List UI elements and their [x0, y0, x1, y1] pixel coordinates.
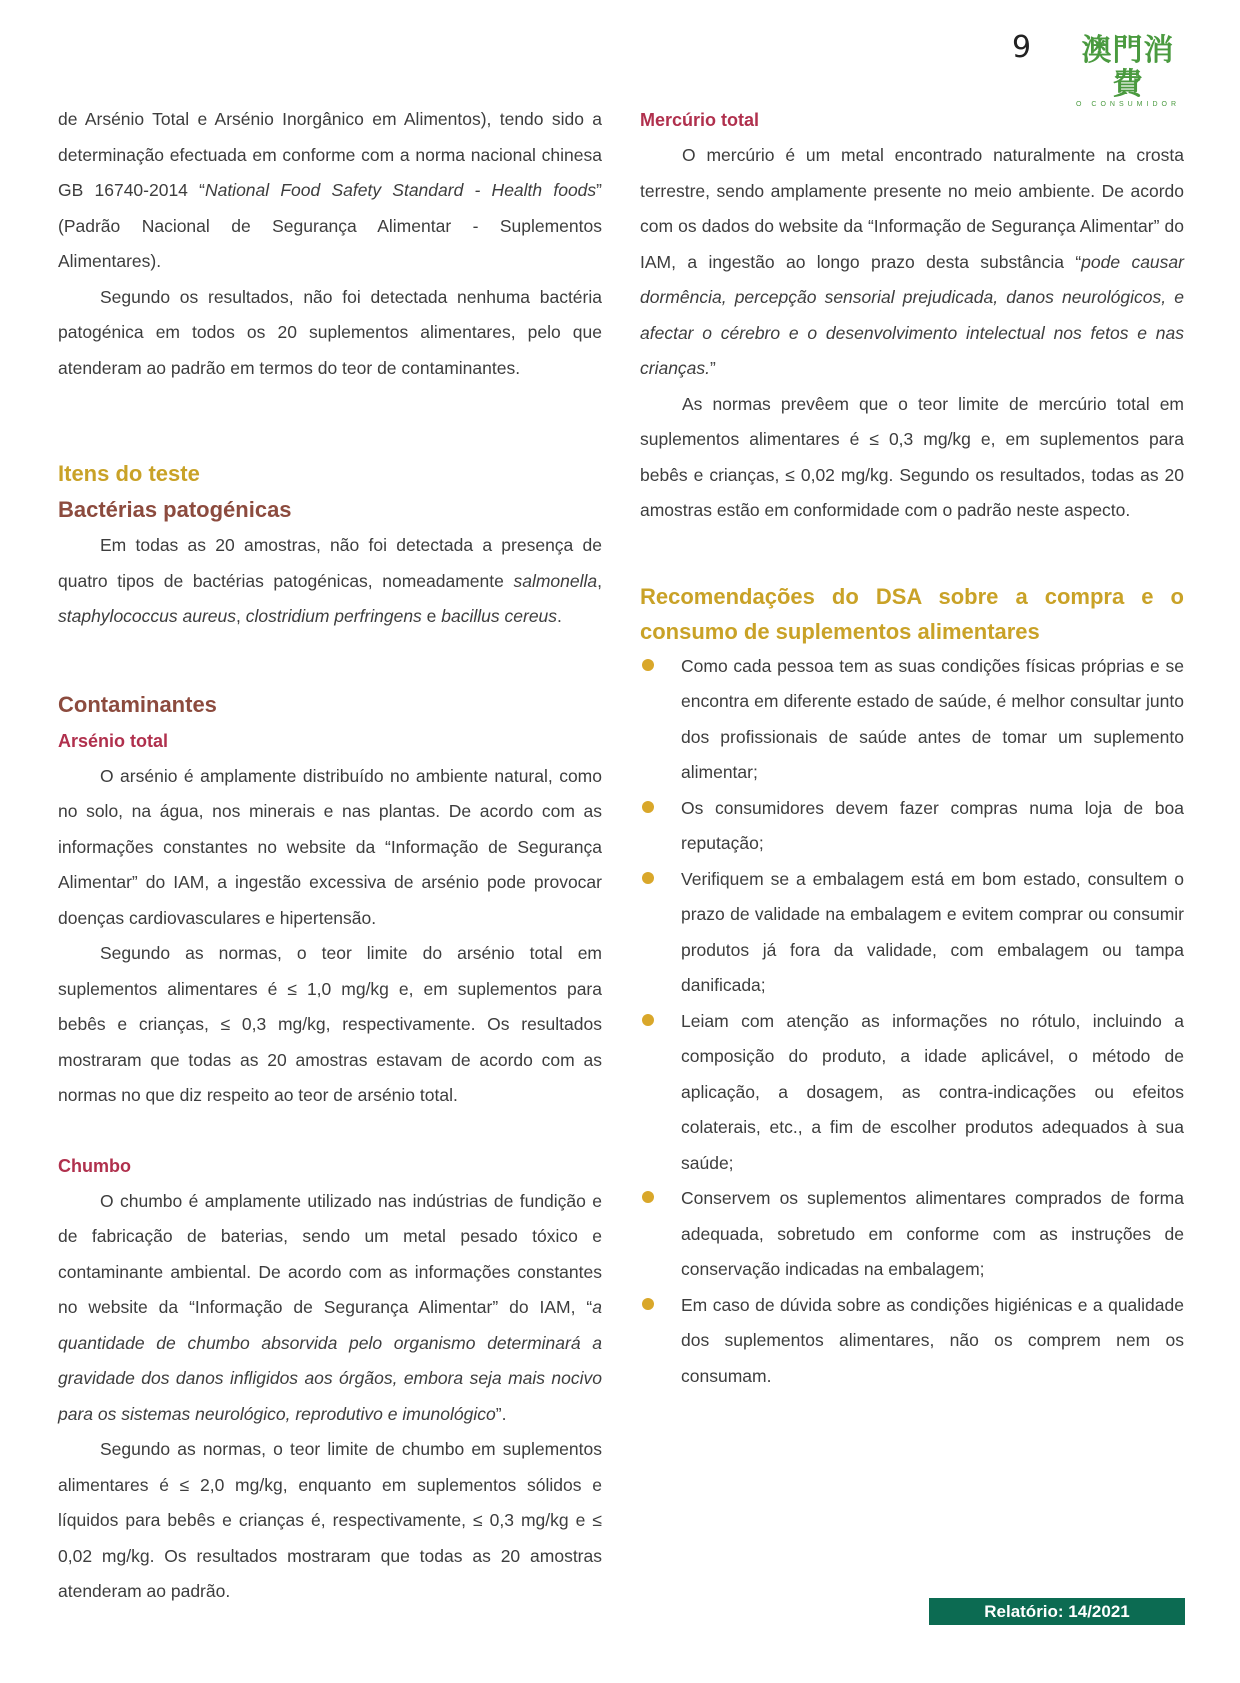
list-item: [640, 791, 1184, 862]
section-heading-recomendacoes: Recomendações do DSA sobre a compra e o consumo de suplementos alimentares: [640, 583, 1184, 644]
section-heading-itens: Itens do teste: [58, 461, 200, 486]
list-item-text: Em caso de dúvida sobre as condições higiénicas e a qualidade dos suplementos alimentares, não os comprem nem os consumam.: [681, 1294, 1184, 1386]
logo: [1070, 34, 1186, 108]
logo-cjk: 澳門消費: [1081, 33, 1175, 102]
bullet-icon: [642, 872, 654, 884]
list-item-text: Os consumidores devem fazer compras numa loja de boa reputação;: [681, 797, 1184, 853]
paragraph: Segundo as normas, o teor limite de chumbo em suplementos alimentares é ≤ 2,0 mg/kg, enquanto em suplementos sólidos e líquidos para bebês e crianças é, respectivamente, ≤ 0,3 mg/kg e ≤ 0,02 mg/kg. Os resultados mostraram que todas as 20 amostras atenderam ao padrão.: [58, 1439, 602, 1601]
list-item: [640, 1181, 1184, 1288]
paragraph: O arsénio é amplamente distribuído no ambiente natural, como no solo, na água, nos minerais e nas plantas. De acordo com as informações constantes no website da “Informação de Segurança Alimentar” do IAM, a ingestão excessiva de arsénio pode provocar doenças cardiovasculares e hipertensão.: [58, 765, 602, 928]
bullet-icon: [642, 1191, 654, 1203]
paragraph: Segundo as normas, o teor limite do arsénio total em suplementos alimentares é ≤ 1,0 mg/kg e, em suplementos para bebês e crianças, ≤ 0,3 mg/kg, respectivamente. Os resultados mostraram que todas as 20 amostras estavam de acordo com as normas no que diz respeito ao teor de arsénio total.: [58, 943, 602, 1105]
recommendations-list: [640, 649, 1184, 1395]
logo-subtitle: O CONSUMIDOR: [1076, 101, 1180, 108]
bullet-icon: [642, 659, 654, 671]
list-item-text: Como cada pessoa tem as suas condições físicas próprias e se encontra em diferente estado de saúde, é melhor consultar junto dos profissionais de saúde antes de tomar um suplemento alimentar;: [681, 655, 1184, 782]
paragraph: O mercúrio é um metal encontrado naturalmente na crosta terrestre, sendo amplamente presente no meio ambiente. De acordo com os dados do website da “Informação de Segurança Alimentar” do IAM, a ingestão ao longo prazo desta substância “pode causar dormência, percepção sensorial prejudicada, danos neurológicos, e afectar o cérebro e o desenvolvimento intelectual nos fetos e nas crianças.”: [640, 145, 1184, 378]
paragraph: Segundo os resultados, não foi detectada nenhuma bactéria patogénica em todos os 20 suplementos alimentares, pelo que atenderam ao padrão em termos do teor de contaminantes.: [58, 286, 602, 378]
list-item: [640, 1004, 1184, 1182]
list-item: [640, 1288, 1184, 1395]
page-number: 9: [1012, 30, 1032, 65]
heading-contaminantes: Contaminantes: [58, 691, 217, 717]
list-item-text: Conservem os suplementos alimentares comprados de forma adequada, sobretudo em conforme com as instruções de conservação indicadas na embalagem;: [681, 1188, 1184, 1279]
heading-bacterias: Bactérias patogénicas: [58, 497, 292, 522]
subheading-mercurio: Mercúrio total: [640, 110, 760, 130]
paragraph: de Arsénio Total e Arsénio Inorgânico em Alimentos), tendo sido a determinação efectuada em conforme com a norma nacional chinesa GB 16740-2014 “National Food Safety Standard - Health foods” (Padrão Nacional de Segurança Alimentar - Suplementos Alimentares).: [58, 109, 602, 271]
list-item-text: Leiam com atenção as informações no rótulo, incluindo a composição do produto, a idade aplicável, o método de aplicação, a dosagem, as contra-indicações ou efeitos colaterais, etc., a fim de escolher produtos adequados à sua saúde;: [681, 1010, 1184, 1173]
subheading-chumbo: Chumbo: [58, 1155, 131, 1176]
list-item-text: Verifiquem se a embalagem está em bom estado, consultem o prazo de validade na embalagem e evitem comprar ou consumir produtos já fora da validade, com embalagem ou tampa danificada;: [681, 868, 1184, 995]
bullet-icon: [642, 1298, 654, 1310]
bullet-icon: [642, 1014, 654, 1026]
subheading-arsenio: Arsénio total: [58, 730, 169, 751]
paragraph: Em todas as 20 amostras, não foi detectada a presença de quatro tipos de bactérias patogénicas, nomeadamente salmonella, staphylococcus aureus, clostridium perfringens e bacillus cereus.: [58, 535, 602, 626]
list-item: [640, 649, 1184, 791]
bullet-icon: [642, 801, 654, 813]
paragraph: O chumbo é amplamente utilizado nas indústrias de fundição e de fabricação de baterias, sendo um metal pesado tóxico e contaminante ambiental. De acordo com as informações constantes no website da “Informação de Segurança Alimentar” do IAM, “a quantidade de chumbo absorvida pelo organismo determinará a gravidade dos danos infligidos aos órgãos, embora seja mais nocivo para os sistemas neurológico, reprodutivo e imunológico”.: [58, 1190, 602, 1424]
paragraph: As normas prevêem que o teor limite de mercúrio total em suplementos alimentares é ≤ 0,3 mg/kg e, em suplementos para bebês e crianças, ≤ 0,02 mg/kg. Segundo os resultados, todas as 20 amostras estão em conformidade com o padrão neste aspecto.: [640, 393, 1184, 520]
list-item: [640, 862, 1184, 1004]
report-badge: Relatório: 14/2021: [929, 1598, 1185, 1625]
right-column: [640, 102, 1184, 1394]
left-column: [58, 102, 602, 1610]
